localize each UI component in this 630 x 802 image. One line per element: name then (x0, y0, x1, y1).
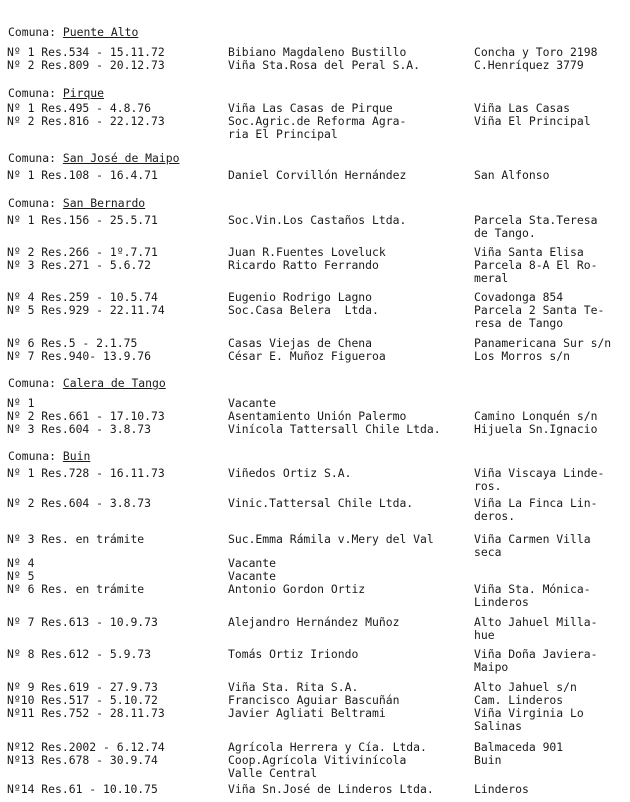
owner-name: Viñedos Ortiz S.A. (228, 466, 352, 480)
owner-name: Francisco Aguiar Bascuñán (228, 693, 400, 707)
owner-name: Vacante (228, 569, 277, 583)
registry-reference: Nº 5 (7, 569, 35, 583)
registry-reference: Nº11 Res.752 - 28.11.73 (7, 706, 165, 720)
comuna-label: Comuna: (8, 151, 57, 165)
comuna-label: Comuna: (8, 86, 57, 100)
vineyard-location: Buin (474, 753, 502, 767)
registry-reference: Nº 3 Res.271 - 5.6.72 (7, 258, 152, 272)
vineyard-location: Viña El Principal (474, 114, 591, 128)
registry-reference: Nº 1 Res.728 - 16.11.73 (7, 466, 165, 480)
registry-reference: Nº 1 Res.156 - 25.5.71 (7, 213, 158, 227)
registry-reference: Nº13 Res.678 - 30.9.74 (7, 753, 158, 767)
comuna-header (8, 197, 145, 210)
registry-reference: Nº 6 Res.5 - 2.1.75 (7, 336, 138, 350)
owner-name: Soc.Vin.Los Castaños Ltda. (228, 213, 407, 227)
owner-name: Coop.Agrícola Vitivinícola Valle Central (228, 753, 407, 780)
owner-name: Ricardo Ratto Ferrando (228, 258, 379, 272)
comuna-name: Buin (62, 449, 91, 463)
registry-reference: Nº 2 Res.661 - 17.10.73 (7, 409, 165, 423)
registry-reference: Nº 5 Res.929 - 22.11.74 (7, 303, 165, 317)
registry-reference: Nº 3 Res.604 - 3.8.73 (7, 422, 152, 436)
comuna-header (8, 377, 166, 390)
comuna-name: Calera de Tango (62, 376, 166, 390)
owner-name: César E. Muñoz Figueroa (228, 349, 386, 363)
registry-reference: Nº 1 Res.108 - 16.4.71 (7, 168, 158, 182)
registry-reference: Nº 4 Res.259 - 10.5.74 (7, 290, 158, 304)
vineyard-location: Viña Sta. Mónica- Linderos (474, 582, 591, 609)
comuna-name: San Bernardo (62, 196, 146, 210)
vineyard-location: Parcela Sta.Teresa de Tango. (474, 213, 598, 240)
registry-reference: Nº 2 Res.809 - 20.12.73 (7, 58, 165, 72)
owner-name: Juan R.Fuentes Loveluck (228, 245, 386, 259)
vineyard-location: Parcela 8-A El Ro- meral (474, 258, 598, 285)
comuna-label: Comuna: (8, 25, 57, 39)
comuna-header (8, 450, 90, 463)
owner-name: Vacante (228, 396, 277, 410)
owner-name: Casas Viejas de Chena (228, 336, 373, 350)
registry-reference: Nº 2 Res.816 - 22.12.73 (7, 114, 165, 128)
vineyard-location: Alto Jahuel Milla- hue (474, 615, 598, 642)
registry-reference: Nº10 Res.517 - 5.10.72 (7, 693, 158, 707)
comuna-label: Comuna: (8, 196, 57, 210)
registry-reference: Nº 8 Res.612 - 5.9.73 (7, 647, 152, 661)
vineyard-location: Cam. Linderos (474, 693, 564, 707)
vineyard-location: Concha y Toro 2198 (474, 45, 598, 59)
owner-name: Soc.Casa Belera Ltda. (228, 303, 379, 317)
registry-reference: Nº 1 Res.534 - 15.11.72 (7, 45, 165, 59)
comuna-header (8, 152, 179, 165)
registry-reference: Nº 1 Res.495 - 4.8.76 (7, 101, 152, 115)
comuna-name: Puente Alto (62, 25, 139, 39)
registry-reference: Nº12 Res.2002 - 6.12.74 (7, 740, 165, 754)
registry-reference: Nº 9 Res.619 - 27.9.73 (7, 680, 158, 694)
owner-name: Soc.Agric.de Reforma Agra- ria El Principal (228, 114, 407, 141)
vineyard-location: Linderos (474, 782, 529, 796)
vineyard-location: Parcela 2 Santa Te- resa de Tango (474, 303, 605, 330)
vineyard-location: San Alfonso (474, 168, 550, 182)
vineyard-location: Viña Doña Javiera- Maipo (474, 647, 598, 674)
vineyard-location: Viña Viscaya Linde- ros. (474, 466, 605, 493)
owner-name: Vacante (228, 556, 277, 570)
vineyard-location: Viña Santa Elisa (474, 245, 584, 259)
vineyard-location: Viña La Finca Lin- deros. (474, 496, 598, 523)
registry-reference: Nº 7 Res.613 - 10.9.73 (7, 615, 158, 629)
comuna-name: San José de Maipo (62, 151, 180, 165)
owner-name: Agrícola Herrera y Cía. Ltda. (228, 740, 427, 754)
registry-reference: Nº 4 (7, 556, 35, 570)
owner-name: Tomás Ortiz Iriondo (228, 647, 359, 661)
comuna-header (8, 26, 138, 39)
owner-name: Eugenio Rodrigo Lagno (228, 290, 373, 304)
vineyard-location: Covadonga 854 (474, 290, 564, 304)
vineyard-location: Balmaceda 901 (474, 740, 564, 754)
owner-name: Viña Sn.José de Linderos Ltda. (228, 782, 434, 796)
owner-name: Vinic.Tattersal Chile Ltda. (228, 496, 414, 510)
owner-name: Suc.Emma Rámila v.Mery del Val (228, 532, 434, 546)
owner-name: Javier Agliati Beltrami (228, 706, 386, 720)
comuna-name: Pirque (62, 86, 105, 100)
owner-name: Vinícola Tattersall Chile Ltda. (228, 422, 441, 436)
registry-reference: Nº 2 Res.266 - 1º.7.71 (7, 245, 158, 259)
vineyard-location: Hijuela Sn.Ignacio (474, 422, 598, 436)
owner-name: Viña Sta. Rita S.A. (228, 680, 359, 694)
vineyard-location: C.Henríquez 3779 (474, 58, 584, 72)
owner-name: Bibiano Magdaleno Bustillo (228, 45, 407, 59)
comuna-header (8, 87, 104, 100)
owner-name: Antonio Gordon Ortiz (228, 582, 366, 596)
vineyard-location: Los Morros s/n (474, 349, 571, 363)
comuna-label: Comuna: (8, 449, 57, 463)
owner-name: Asentamiento Unión Palermo (228, 409, 407, 423)
vineyard-location: Panamericana Sur s/n (474, 336, 612, 350)
registry-reference: Nº14 Res.61 - 10.10.75 (7, 782, 158, 796)
owner-name: Daniel Corvillón Hernández (228, 168, 407, 182)
owner-name: Alejandro Hernández Muñoz (228, 615, 400, 629)
vineyard-location: Alto Jahuel s/n (474, 680, 577, 694)
owner-name: Viña Sta.Rosa del Peral S.A. (228, 58, 421, 72)
vineyard-location: Camino Lonquén s/n (474, 409, 598, 423)
registry-reference: Nº 3 Res. en trámite (7, 532, 145, 546)
registry-reference: Nº 6 Res. en trámite (7, 582, 145, 596)
vineyard-location: Viña Virginia Lo Salinas (474, 706, 584, 733)
vineyard-location: Viña Carmen Villa seca (474, 532, 591, 559)
owner-name: Viña Las Casas de Pirque (228, 101, 393, 115)
vineyard-location: Viña Las Casas (474, 101, 571, 115)
comuna-label: Comuna: (8, 376, 57, 390)
registry-reference: Nº 7 Res.940- 13.9.76 (7, 349, 152, 363)
registry-reference: Nº 1 (7, 396, 35, 410)
registry-reference: Nº 2 Res.604 - 3.8.73 (7, 496, 152, 510)
